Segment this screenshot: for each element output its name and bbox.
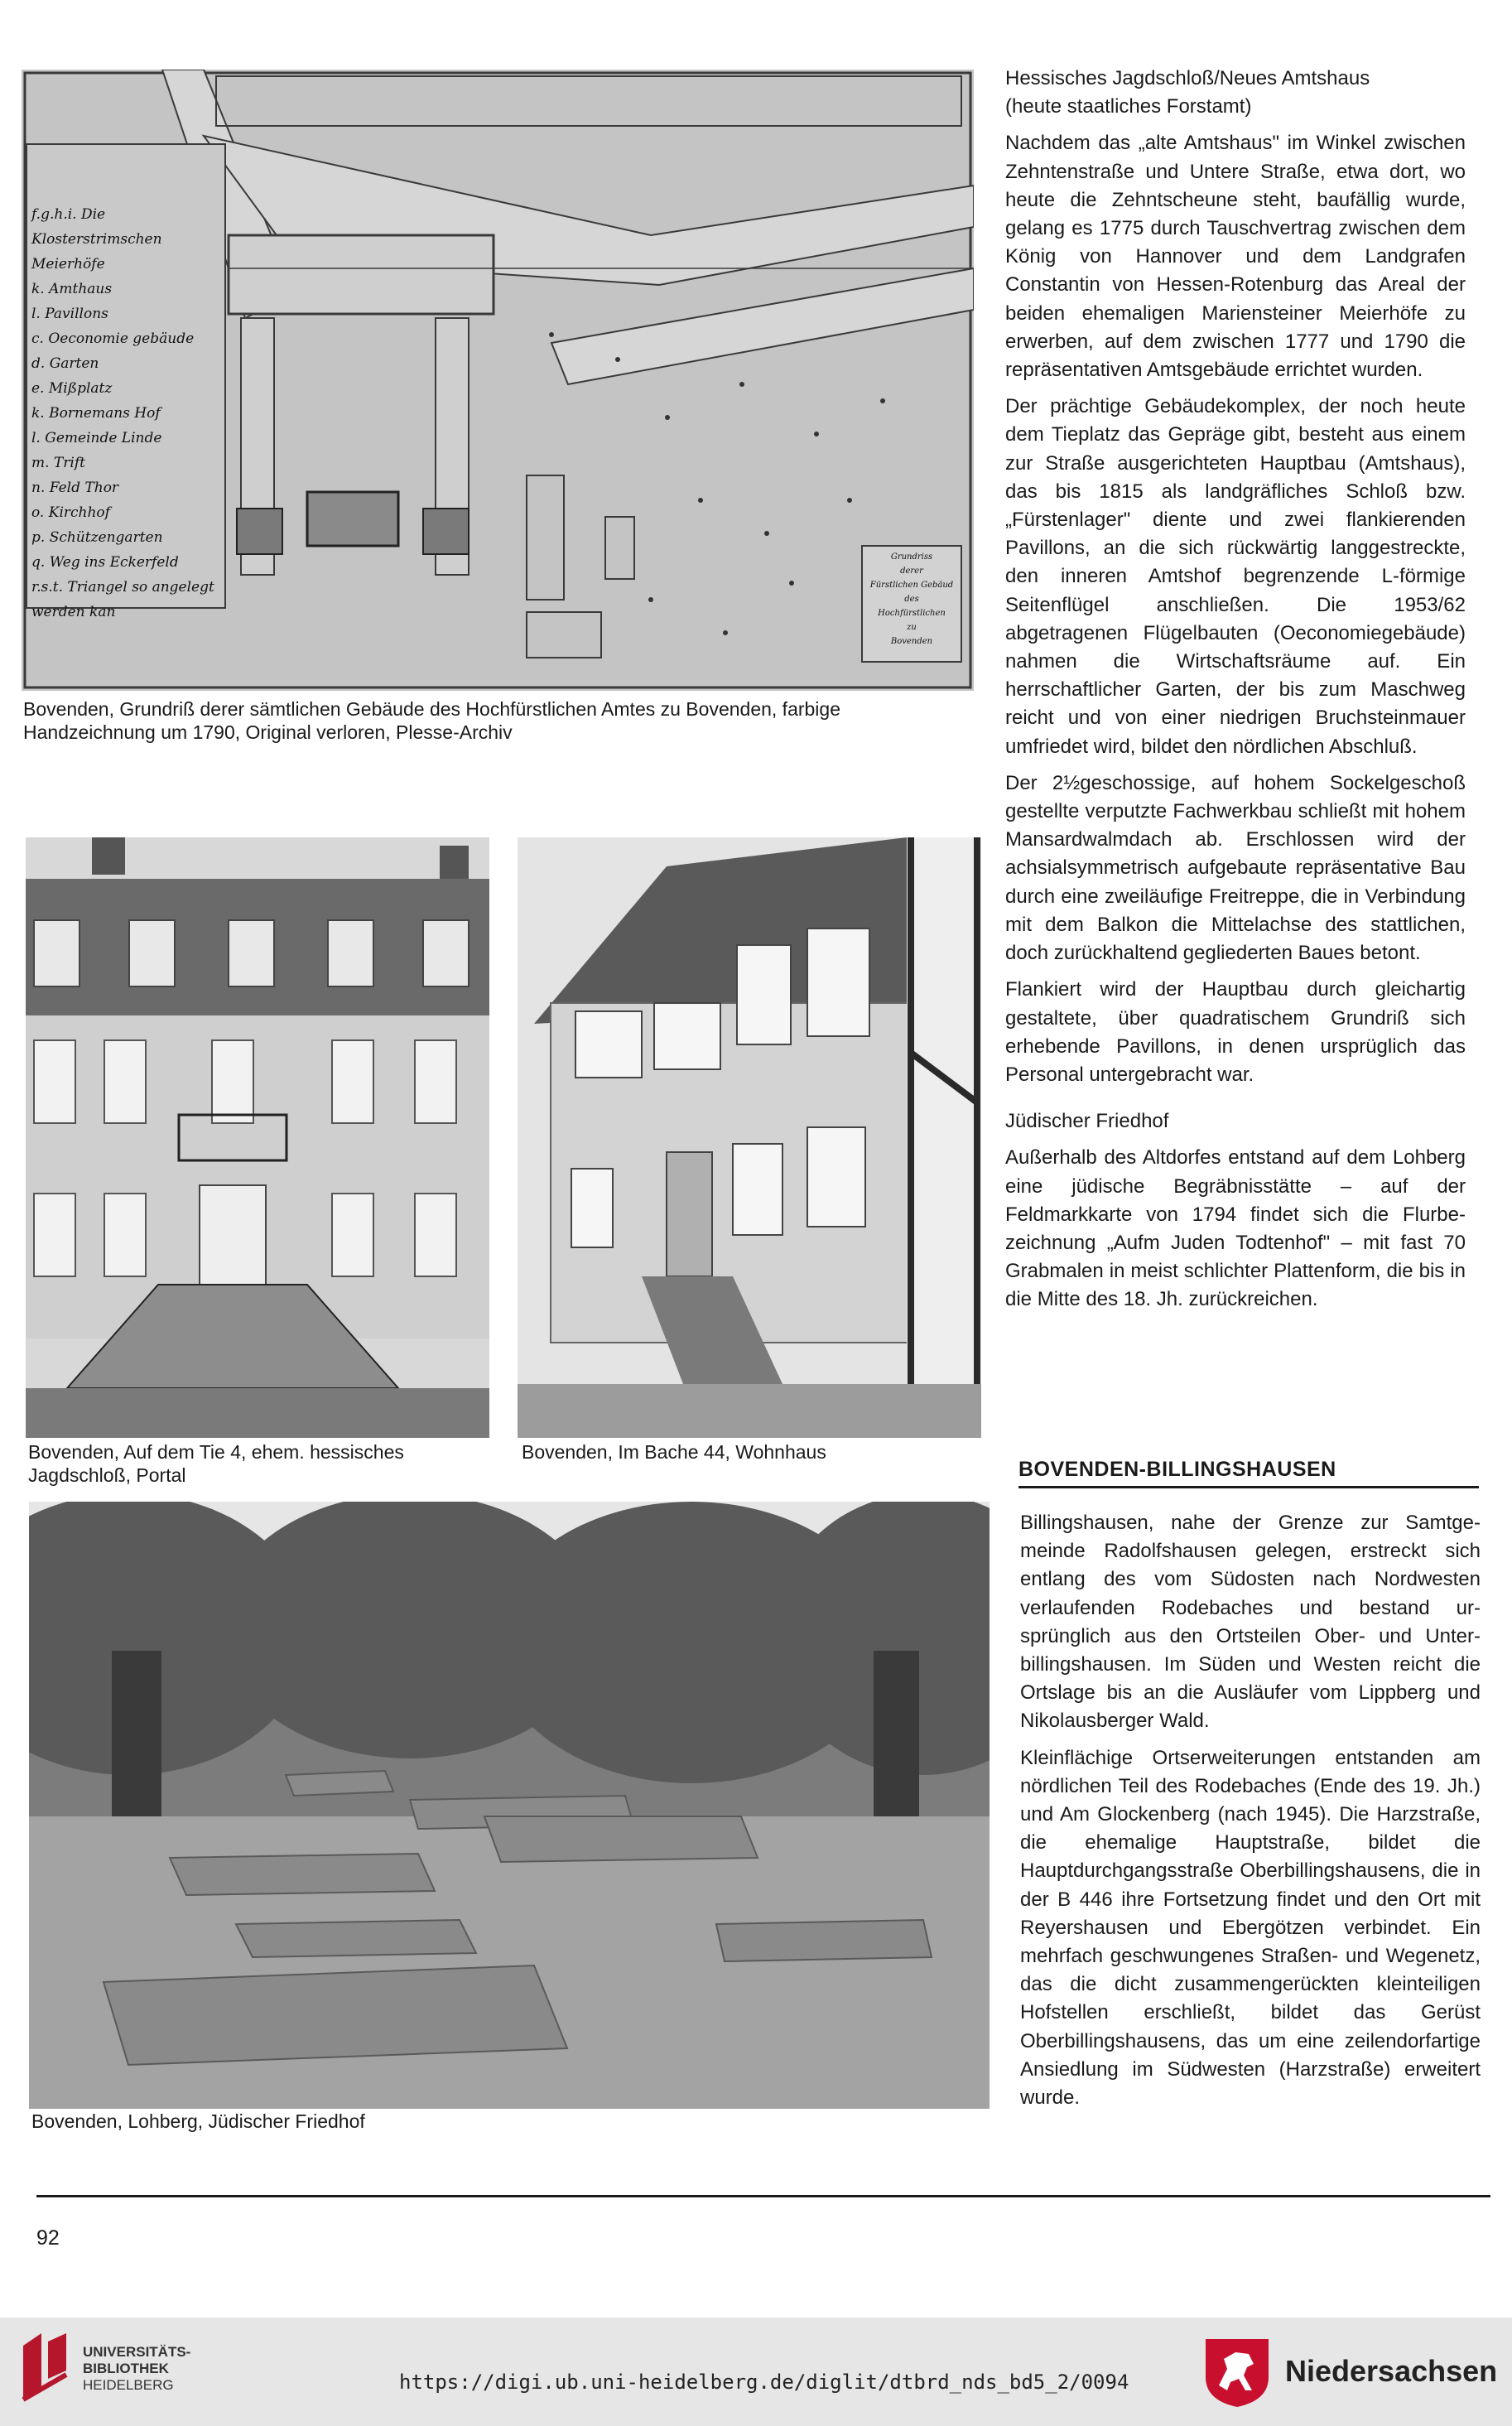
legend-line: c. Oeconomie gebäude xyxy=(31,330,195,347)
paragraph: Kleinflächige Ortserweiterungen entstanden am nördlichen Teil des Rodebaches (Ende des 19. Jh.) und Am Glockenberg (nach 1945). Die Harzstraße, die ehemalige Hauptstraße, bildet die Hauptdurchgangsstraße Oberbillingshausens, die in der B 446 ihre Fortsetzung findet und den Ort mit Reyershausen und Ebergötzen verbindet. Ein mehrfach geschwungenes Straßen- und Wegenetz, das die dicht zusammengerückten kleinteiligen Hofstellen erschließt, bildet das Gerüst Oberbillingshausens, das um eine zeilendorfartige Ansiedlung im Südwesten (Harzstraße) erweitert wurde. xyxy=(1020,1746,1481,2110)
cartouche-line: Hochfürstlichen xyxy=(878,609,946,618)
ub-name-line: HEIDELBERG xyxy=(83,2377,174,2393)
plan-legend xyxy=(31,202,230,625)
cartouche-line: Bovenden xyxy=(890,637,933,646)
legend-line: r.s.t. Triangel so angelegt werden kan xyxy=(31,579,214,620)
cartouche-line: zu xyxy=(907,623,917,632)
heading-line: (heute staatliches Forstamt) xyxy=(1005,95,1252,118)
horse-shield-icon xyxy=(1202,2336,1272,2409)
ub-logo-icon xyxy=(17,2329,75,2404)
friedhof-sketch xyxy=(29,1502,990,2109)
ub-logo xyxy=(17,2329,75,2404)
cartouche-line: Fürstlichen Gebäud xyxy=(869,581,954,590)
footer-url-link[interactable]: https://digi.ub.uni-heidelberg.de/diglit/dtbrd_nds_bd5_2/0094 xyxy=(399,2371,1129,2394)
friedhof-caption: Bovenden, Lohberg, Jüdischer Friedhof xyxy=(31,2110,365,2132)
section-rule xyxy=(1018,1486,1479,1488)
friedhof-photo xyxy=(29,1502,990,2109)
jagdschloss-photo xyxy=(26,837,489,1438)
legend-line: m. Trift xyxy=(31,455,85,471)
legend-line: d. Garten xyxy=(31,355,99,372)
page-bottom-rule xyxy=(36,2195,1490,2197)
ub-name-line: BIBLIOTHEK xyxy=(83,2361,169,2376)
jagdschloss-caption: Bovenden, Auf dem Tie 4, ehem. hessisches Jagdschloß, Portal xyxy=(28,1441,404,1486)
text-column-lower xyxy=(1020,1509,1481,2120)
paragraph: Außerhalb des Altdorfes entstand auf dem Lohberg eine jüdische Begräbnisstätte – auf der Feldmarkkarte von 1794 findet sich die Flurbezeichnung „Aufm Juden Todtenhof" – mit fast 70 Grabmalen in meist schlichter Plattenform, die bis in die Mitte des 18. Jh. zurückreichen. xyxy=(1005,1146,1466,1311)
wohnhaus-photo xyxy=(518,837,981,1438)
paragraph: Der prächtige Gebäudekomplex, der noch heute dem Tieplatz das Gepräge gibt, besteht aus einem zur Straße ausgerichteten Hauptbau (Amtshaus), das bis 1815 als landgräfliches Schloß bzw. „Fürstenlager" diente und zwei flankierenden Pavillons, an die sich rückwärtig langgestreckte, den inneren Amtshof begrenzende L-förmige Seitenflügel anschließen. Die 1953/62 abgetragenen Flügelbauten (Oeconomiegebäude) nahmen die Wirtschaftsräume auf. Ein herrschaftlicher Garten, der bis zum Maschweg reicht und von einer niedrigen Bruchsteinmauer umfriedet wird, bildet den nördlichen Abschluß. xyxy=(1005,395,1466,758)
legend-line: e. Mißplatz xyxy=(31,380,113,397)
paragraph: Nachdem das „alte Amtshaus" im Winkel zwischen Zehntenstraße und Untere Straße, etwa dort, wo heute die Zehntscheune steht, baufällig wurde, gelang es 1775 durch Tauschvertrag zwischen dem König von Hannover und dem Landgrafen Constantin von Hessen-Rotenburg das Areal der beiden ehemaligen Mariensteiner Meierhöfe zu erwerben, auf dem zwischen 1777 und 1790 die repräsentativen Amtsgebäude errichtet wurden. xyxy=(1005,132,1466,382)
plan-drawing xyxy=(22,70,974,691)
cartouche-line: Grundriss xyxy=(890,552,933,562)
section-title-billingshausen: BOVENDEN-BILLINGSHAUSEN xyxy=(1018,1458,1336,1481)
section-heading-friedhof: Jüdischer Friedhof xyxy=(1005,1110,1169,1133)
legend-line: f.g.h.i. Die Klosterstrimschen Meierhöfe xyxy=(31,206,162,273)
legend-line: k. Amthaus xyxy=(31,281,113,297)
legend-line: p. Schützengarten xyxy=(31,529,163,546)
jagdschloss-sketch xyxy=(26,837,489,1438)
cartouche-line: derer xyxy=(900,567,923,576)
legend-line: l. Pavillons xyxy=(31,306,108,322)
legend-line: k. Bornemans Hof xyxy=(31,405,161,422)
heading-line: Hessisches Jagdschloß/Neues Amtshaus xyxy=(1005,67,1370,89)
section-heading-jagdschloss xyxy=(1005,65,1466,121)
ub-name-line: UNIVERSITÄTS- xyxy=(83,2344,191,2360)
legend-line: o. Kirchhof xyxy=(31,504,110,521)
niedersachsen-horse-icon xyxy=(1202,2336,1272,2409)
page-number: 92 xyxy=(36,2226,60,2250)
legend-line: q. Weg ins Eckerfeld xyxy=(31,554,179,571)
text-column-upper xyxy=(1005,65,1466,1323)
legend-line: n. Feld Thor xyxy=(31,480,119,496)
paragraph: Der 2½geschossige, auf hohem Sockelgeschoß gestellte verputzte Fachwerkbau schließt mit hohem Mansardwalmdach ab. Erschlossen wird der achsialsymmetrisch aufgebaute repräsentative Bau durch eine zweiläufige Freitreppe, die in Verbindung mit dem Balkon die Mittelachse des stattlichen, doch zurückhaltend gegliederten Baues betont. xyxy=(1005,771,1466,965)
plan-caption: Bovenden, Grundriß derer sämtlichen Gebäude des Hochfürstlichen Amtes zu Bovenden, farbige Handzeichnung um 1790, Original verloren, Plesse-Archiv xyxy=(23,698,841,743)
cartouche-line: des xyxy=(904,595,919,604)
legend-line: l. Gemeinde Linde xyxy=(31,430,162,446)
plan-cartouche xyxy=(863,550,961,649)
niedersachsen-label: Niedersachsen xyxy=(1285,2354,1498,2388)
paragraph: Billingshausen, nahe der Grenze zur Samtgemeinde Radolfshausen gelegen, erstreckt sich entlang des vom Südosten nach Nordwesten verlaufenden Rodebaches und bestand ursprünglich aus den Ortsteilen Ober- und Unterbillingshausen. Im Süden und Westen reicht die Ortslage bis an die Ausläufer vom Lippberg und Nikolausberger Wald. xyxy=(1020,1512,1481,1733)
wohnhaus-sketch xyxy=(518,837,981,1438)
wohnhaus-caption: Bovenden, Im Bache 44, Wohnhaus xyxy=(522,1441,826,1463)
paragraph: Flankiert wird der Hauptbau durch gleichartig gestaltete, über quadratischem Grundriß sich erhebende Pavillons, in denen ursprüglich das Personal untergebracht war. xyxy=(1005,978,1466,1086)
ub-name xyxy=(83,2344,190,2394)
